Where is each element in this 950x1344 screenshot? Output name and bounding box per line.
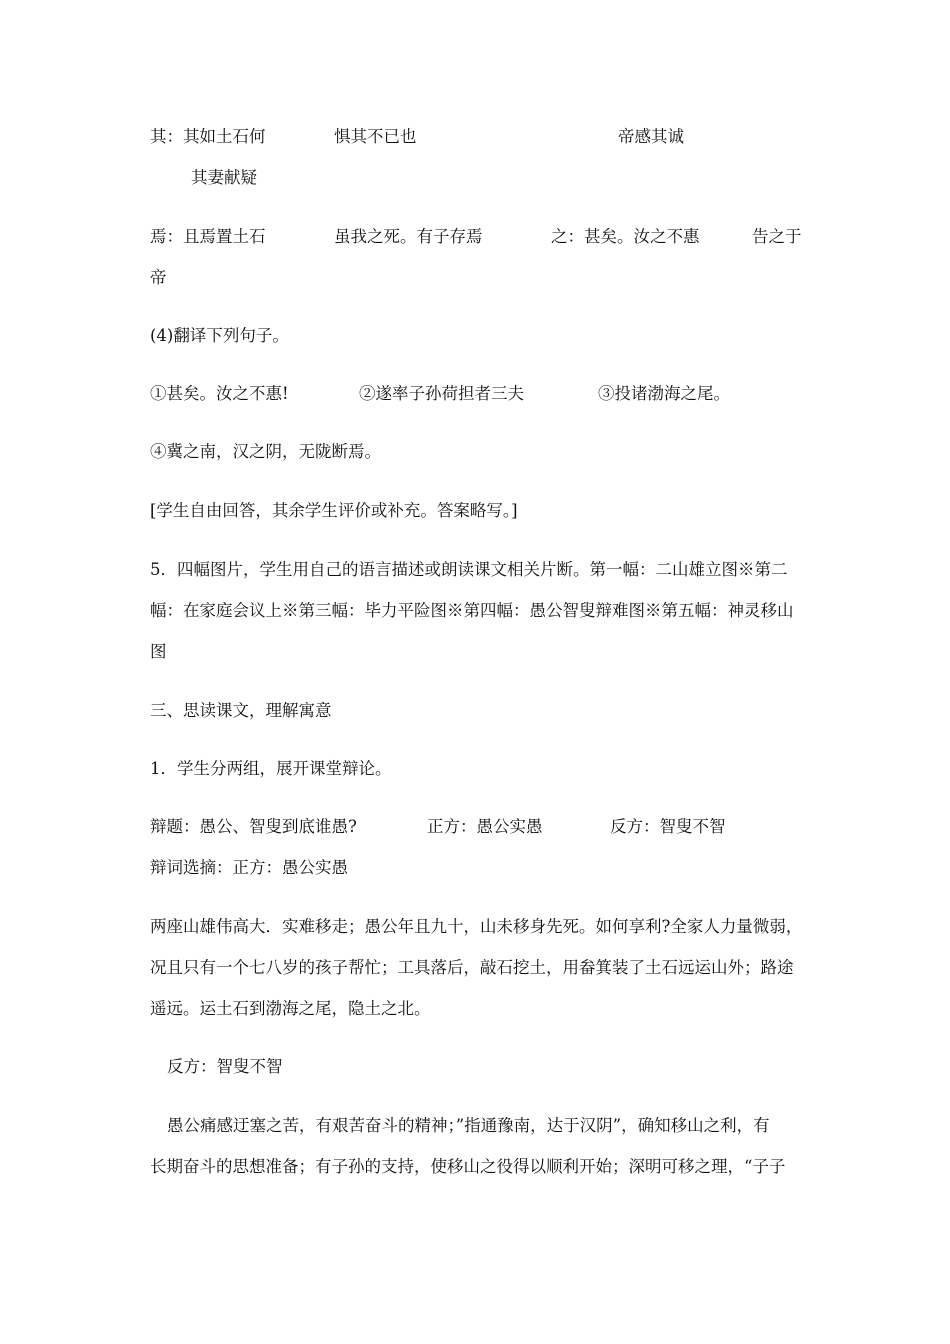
yan-example-1: 焉：且焉置土石 bbox=[150, 227, 266, 246]
qi-example-2: 惧其不已也 bbox=[334, 127, 417, 146]
teacher-note: [学生自由回答，其余学生评价或补充。答案略写。] bbox=[150, 501, 518, 520]
sentence-3: ③投诸渤海之尾。 bbox=[598, 384, 730, 403]
pro-argument-line-1: 两座山雄伟高大．实难移走；愚公年且九十，山未移身先死。如何享利?全家人力量微弱， bbox=[150, 917, 803, 936]
sentence-4: ④冀之南，汉之阴，无陇断焉。 bbox=[150, 442, 381, 461]
item-5-line-2: 幅：在家庭会议上※第三幅：毕力平险图※第四幅：愚公智叟辩难图※第五幅：神灵移山 bbox=[150, 601, 794, 620]
sentence-2: ②遂率子孙荷担者三夫 bbox=[359, 384, 524, 403]
pro-argument-line-3: 遥远。运土石到渤海之尾，隐土之北。 bbox=[150, 999, 431, 1018]
debate-excerpt-label: 辩词选摘：正方：愚公实愚 bbox=[150, 858, 348, 877]
qi-example-4: 其妻献疑 bbox=[191, 168, 257, 187]
pro-side: 正方：愚公实愚 bbox=[427, 817, 543, 836]
item-5-line-1: 5．四幅图片，学生用自己的语言描述或朗读课文相关片断。第一幅：二山雄立图※第二 bbox=[150, 560, 788, 579]
zhi-example-1: 之：甚矣。汝之不惠 bbox=[551, 227, 700, 246]
con-side: 反方：智叟不智 bbox=[610, 817, 726, 836]
debate-topic: 辩题：愚公、智叟到底谁愚? bbox=[150, 817, 357, 836]
pro-argument-line-2: 况且只有一个七八岁的孩子帮忙；工具落后，敲石挖土，用畚箕装了土石远运山外；路途 bbox=[150, 958, 794, 977]
qi-example-3: 帝感其诚 bbox=[618, 127, 684, 146]
question-4-title: (4)翻译下列句子。 bbox=[150, 326, 289, 345]
section-3-heading: 三、思读课文，理解寓意 bbox=[150, 701, 332, 720]
con-argument-line-1: 愚公痛感迂塞之苦，有艰苦奋斗的精神；”指通豫南，达于汉阴”，确知移山之利，有 bbox=[167, 1116, 770, 1135]
debate-instruction: 1．学生分两组，展开课堂辩论。 bbox=[150, 759, 392, 778]
zhi-example-2-cont: 帝 bbox=[150, 268, 167, 287]
yan-example-2: 虽我之死。有子存焉 bbox=[334, 227, 483, 246]
qi-example-1: 其：其如土石何 bbox=[150, 127, 266, 146]
sentence-1: ①甚矣。汝之不惠! bbox=[150, 384, 289, 403]
item-5-line-3: 图 bbox=[150, 642, 167, 661]
con-argument-line-2: 长期奋斗的思想准备；有子孙的支持，使移山之役得以顺利开始；深明可移之理，“子子 bbox=[150, 1157, 786, 1176]
zhi-example-2: 告之于 bbox=[752, 227, 802, 246]
con-argument-label: 反方：智叟不智 bbox=[167, 1057, 283, 1076]
